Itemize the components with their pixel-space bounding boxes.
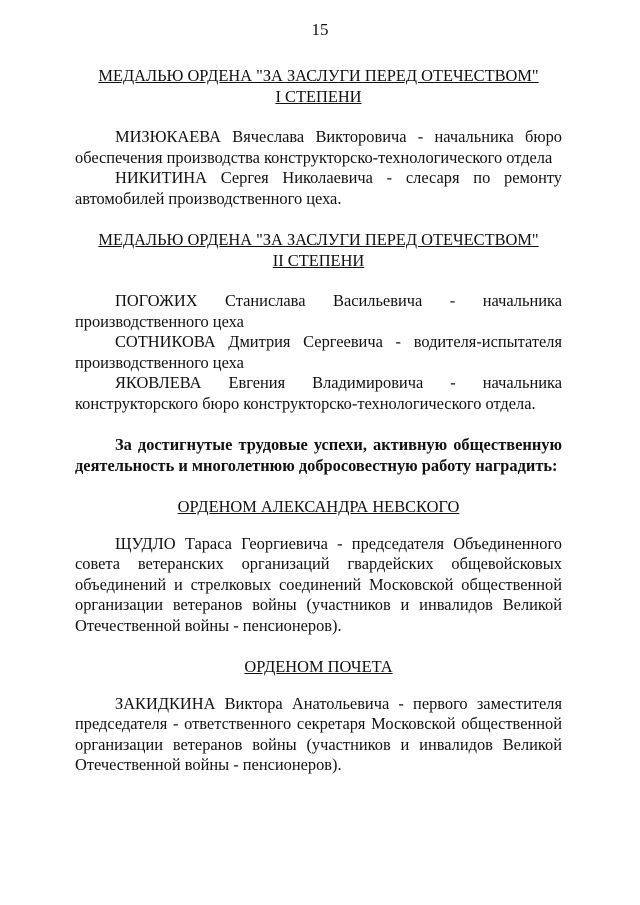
award-entry: ЯКОВЛЕВА Евгения Владимировича - начальника конструкторского бюро конструкторско-технологического отдела. [75,373,562,413]
page-number: 15 [311,20,329,39]
heading-line: МЕДАЛЬЮ ОРДЕНА "ЗА ЗАСЛУГИ ПЕРЕД ОТЕЧЕСТВОМ" [98,66,539,85]
award-entry: СОТНИКОВА Дмитрия Сергеевича - водителя-испытателя производственного цеха [75,332,562,372]
award-entry: МИЗЮКАЕВА Вячеслава Викторовича - начальника бюро обеспечения производства конструкторско-технологического отдела [75,127,562,167]
section-heading-2 [75,230,562,271]
heading-line: I СТЕПЕНИ [275,86,362,106]
award-entry: ЗАКИДКИНА Виктора Анатольевича - первого заместителя председателя - ответственного секретаря Московской общественной организации ветеранов войны (участников и инвалидов Великой Отечественной войны - пенсионеров). [75,693,562,774]
heading-line: МЕДАЛЬЮ ОРДЕНА "ЗА ЗАСЛУГИ ПЕРЕД ОТЕЧЕСТВОМ" [98,230,539,249]
award-entry: ЩУДЛО Тараса Георгиевича - председателя Объединенного совета ветеранских организаций гвардейских общевойсковых объединений и стрелковых соединений Московской общественной организации ветеранов войны (участников и инвалидов Великой Отечественной войны - пенсионеров). [75,533,562,635]
award-entry: НИКИТИНА Сергея Николаевича - слесаря по ремонту автомобилей производственного цеха. [75,168,562,208]
heading-line: II СТЕПЕНИ [272,250,365,270]
document-body [75,66,562,776]
award-heading: ОРДЕНОМ АЛЕКСАНДРА НЕВСКОГО [177,497,460,516]
award-heading: ОРДЕНОМ ПОЧЕТА [244,657,393,676]
award-entry: ПОГОЖИХ Станислава Васильевича - начальника производственного цеха [75,291,562,331]
section-heading-1 [75,66,562,107]
award-intro: За достигнутые трудовые успехи, активную общественную деятельность и многолетнюю добросовестную работу наградить: [75,435,562,475]
